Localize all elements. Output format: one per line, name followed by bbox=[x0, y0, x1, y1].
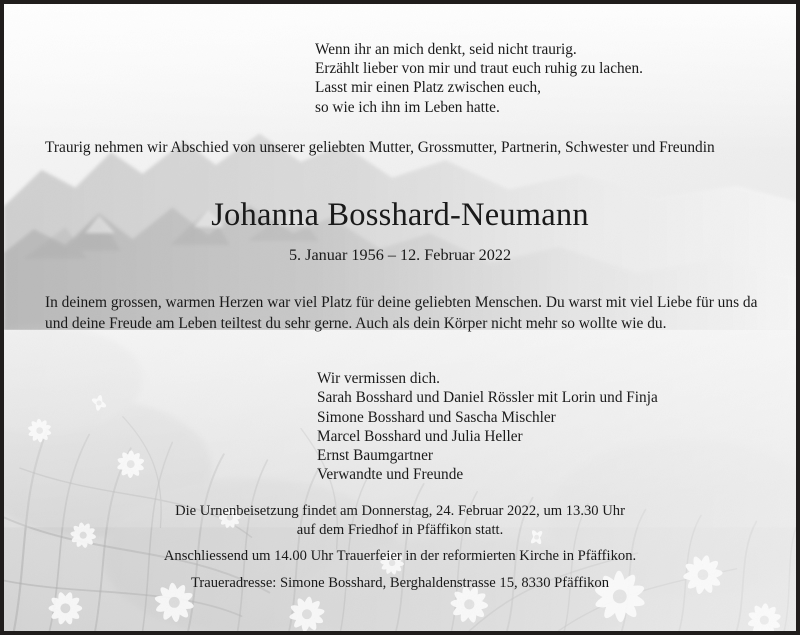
burial-line: auf dem Friedhof in Pfäffikon statt. bbox=[296, 521, 504, 538]
obituary-content bbox=[4, 4, 796, 631]
family-line: Marcel Bosshard und Julia Heller bbox=[317, 427, 523, 445]
verse-line: so wie ich ihn im Leben hatte. bbox=[315, 98, 500, 116]
family-line: Simone Bosshard und Sascha Mischler bbox=[317, 408, 556, 426]
verse-line: Erzählt lieber von mir und traut euch ruhig zu lachen. bbox=[315, 60, 643, 78]
family-line: Wir vermissen dich. bbox=[317, 370, 441, 387]
family-line: Sarah Bosshard und Daniel Rössler mit Lorin und Finja bbox=[317, 389, 658, 407]
tribute-text: In deinem grossen, warmen Herzen war viel Platz für deine geliebten Menschen. Du warst mit viel Liebe für uns da und deine Freude am Leben teiltest du sehr gerne. Auch als dein Körper nicht mehr so wollte wie du. bbox=[45, 294, 758, 332]
surviving-family-list bbox=[317, 369, 658, 485]
announcement-text: Traurig nehmen wir Abschied von unserer geliebten Mutter, Grossmutter, Partnerin, Schwester und Freundin bbox=[45, 139, 715, 156]
family-line: Verwandte und Freunde bbox=[317, 466, 464, 484]
mourning-address: Traueradresse: Simone Bosshard, Berghaldenstrasse 15, 8330 Pfäffikon bbox=[190, 575, 610, 591]
burial-line: Die Urnenbeisetzung findet am Donnerstag, 24. Februar 2022, um 13.30 Uhr bbox=[175, 503, 625, 519]
deceased-name: Johanna Bosshard-Neumann bbox=[211, 197, 589, 233]
verse-line: Wenn ihr an mich denkt, seid nicht traurig. bbox=[315, 41, 577, 58]
memorial-verse bbox=[315, 40, 643, 117]
verse-line: Lasst mir einen Platz zwischen euch, bbox=[315, 79, 541, 97]
burial-details bbox=[4, 502, 796, 539]
life-dates: 5. Januar 1956 – 12. Februar 2022 bbox=[288, 246, 512, 264]
family-line: Ernst Baumgartner bbox=[317, 447, 433, 465]
memorial-service-details: Anschliessend um 14.00 Uhr Trauerfeier in der reformierten Kirche in Pfäffikon. bbox=[163, 548, 637, 564]
